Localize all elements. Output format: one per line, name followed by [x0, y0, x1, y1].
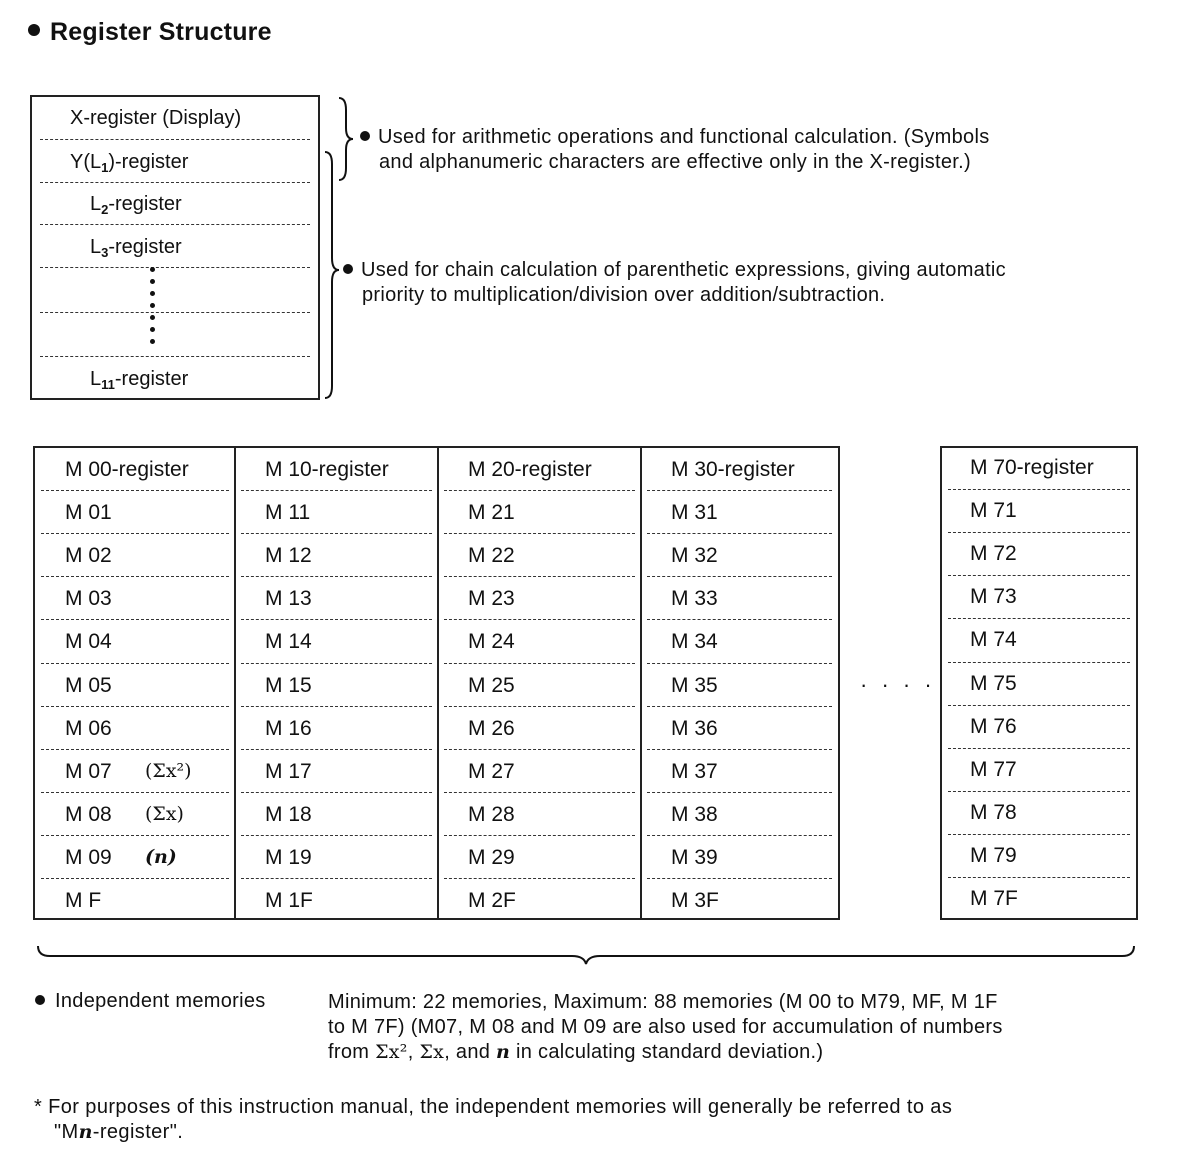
- memory-cell-label: M 75: [970, 671, 1017, 695]
- column-divider: [640, 448, 642, 918]
- memory-cell-label: M 28: [468, 802, 515, 826]
- divider: [241, 533, 432, 534]
- divider: [948, 489, 1130, 490]
- memory-cell-label: M 05: [65, 673, 112, 697]
- divider: [647, 749, 832, 750]
- memory-cell-label: M 25: [468, 673, 515, 697]
- memory-cell-label: M 14: [265, 630, 312, 654]
- divider: [41, 878, 229, 879]
- memory-cell-label: M 19: [265, 845, 312, 869]
- divider: [647, 878, 832, 879]
- sigma-x2: Σx²: [375, 1041, 408, 1063]
- divider: [444, 792, 635, 793]
- memory-cell-label: M 20-register: [468, 458, 592, 481]
- memory-register-grid: [33, 446, 840, 920]
- independent-line1: Minimum: 22 memories, Maximum: 88 memories (M 00 to M79, MF, M 1F: [328, 991, 998, 1013]
- divider: [948, 575, 1130, 576]
- note-arith-line2: and alphanumeric characters are effective only in the X-register.): [379, 151, 971, 173]
- y-suffix: )-register: [108, 151, 189, 173]
- memory-cell-label: M 23: [468, 587, 515, 611]
- divider: [40, 139, 310, 140]
- column-divider: [234, 448, 236, 918]
- memory-cell-label: M 18: [265, 802, 312, 826]
- footnote: [34, 1095, 1154, 1145]
- divider: [41, 533, 229, 534]
- bullet-icon: [360, 131, 370, 141]
- memory-cell-label: M 04: [65, 630, 112, 654]
- divider: [948, 877, 1130, 878]
- divider: [444, 878, 635, 879]
- divider: [444, 490, 635, 491]
- divider: [40, 356, 310, 357]
- memory-column-2: [438, 448, 641, 918]
- divider: [948, 618, 1130, 619]
- memory-cell-label: M 26: [468, 716, 515, 740]
- divider: [948, 532, 1130, 533]
- memory-cell-label: M 11: [265, 501, 311, 525]
- memory-cell-label: M 79: [970, 843, 1017, 867]
- memory-cell-label: M 31: [671, 501, 718, 525]
- divider: [241, 878, 432, 879]
- memory-cell-label: M F: [65, 889, 102, 912]
- memory-cell-label: M 12: [265, 544, 312, 568]
- divider: [647, 490, 832, 491]
- l11-suffix: -register: [114, 368, 189, 390]
- divider: [647, 533, 832, 534]
- divider: [241, 663, 432, 664]
- divider: [444, 749, 635, 750]
- memory-cell-label: M 22: [468, 544, 515, 568]
- divider: [241, 576, 432, 577]
- independent-label-text: Independent memories: [55, 990, 266, 1012]
- brace-chain-icon: [322, 150, 344, 400]
- divider: [647, 576, 832, 577]
- memory-cell-label: M 00-register: [65, 458, 189, 481]
- memory-cell-label: M 78: [970, 800, 1017, 824]
- column-divider: [437, 448, 439, 918]
- divider: [41, 792, 229, 793]
- memory-cell-label: M 72: [970, 542, 1017, 566]
- divider: [647, 706, 832, 707]
- memory-cell-label: M 03: [65, 587, 112, 611]
- note-chain: [343, 258, 1158, 308]
- memory-cell-label: M 06: [65, 716, 112, 740]
- divider: [647, 792, 832, 793]
- divider: [40, 224, 310, 225]
- vertical-ellipsis-icon: [150, 267, 156, 351]
- memory-cell-label: M 09: [65, 845, 112, 869]
- divider: [241, 490, 432, 491]
- memory-cell-label: M 35: [671, 673, 718, 697]
- independent-memories-label: [35, 990, 266, 1013]
- memory-cell-label: M 1F: [265, 889, 313, 912]
- divider: [41, 835, 229, 836]
- divider: [948, 705, 1130, 706]
- divider: [444, 619, 635, 620]
- bullet-icon: [343, 264, 353, 274]
- memory-cell-label: M 74: [970, 628, 1017, 652]
- divider: [241, 749, 432, 750]
- note-arith-line1: Used for arithmetic operations and functional calculation. (Symbols: [378, 126, 990, 148]
- footnote-quote-open: "M: [54, 1121, 79, 1143]
- line3-d: in calculating standard deviation.): [516, 1041, 824, 1063]
- divider: [647, 835, 832, 836]
- l11-prefix: L: [90, 368, 102, 390]
- memory-cell-label: M 32: [671, 544, 718, 568]
- divider: [41, 749, 229, 750]
- independent-memories-description: [328, 990, 1158, 1065]
- memory-cell-label: M 34: [671, 630, 718, 654]
- footnote-n: n: [78, 1121, 93, 1143]
- bullet-icon: [35, 995, 45, 1005]
- divider: [40, 312, 310, 313]
- note-chain-line2: priority to multiplication/division over addition/subtraction.: [362, 284, 886, 306]
- sigma-x: Σx: [419, 1041, 445, 1063]
- divider: [241, 619, 432, 620]
- line3-b: ,: [407, 1041, 414, 1063]
- memory-cell-label: M 27: [468, 759, 515, 783]
- divider: [41, 490, 229, 491]
- footnote-line1: * For purposes of this instruction manual, the independent memories will generally be referred to as: [34, 1096, 953, 1118]
- memory-cell-label: M 3F: [671, 889, 719, 912]
- memory-cell-label: M 01: [65, 501, 112, 525]
- line3-a: from: [328, 1041, 370, 1063]
- memory-cell-label: M 07: [65, 759, 112, 783]
- memory-cell-label: M 21: [468, 501, 515, 525]
- divider: [241, 792, 432, 793]
- l2-sub: 2: [101, 202, 109, 217]
- l11-sub: 11: [101, 377, 115, 392]
- memory-cell-label: M 02: [65, 544, 112, 568]
- independent-line2: to M 7F) (M07, M 08 and M 09 are also used for accumulation of numbers: [328, 1016, 1003, 1038]
- footnote-line2: [34, 1120, 1154, 1145]
- divider: [241, 835, 432, 836]
- divider: [444, 663, 635, 664]
- memory-column-0: [35, 448, 235, 918]
- memory-cell-label: M 37: [671, 759, 718, 783]
- memory-cell-label: M 7F: [970, 887, 1018, 910]
- memory-cell-label: M 71: [970, 499, 1017, 523]
- bullet-icon: [28, 24, 40, 36]
- divider: [948, 834, 1130, 835]
- l2-suffix: -register: [108, 193, 182, 215]
- note-arith: [360, 125, 1160, 175]
- divider: [444, 835, 635, 836]
- memory-cell-label: M 10-register: [265, 458, 389, 481]
- divider: [444, 706, 635, 707]
- n-symbol: n: [496, 1041, 511, 1063]
- memory-cell-label: M 73: [970, 585, 1017, 609]
- divider: [948, 662, 1130, 663]
- memory-cell-label: M 30-register: [671, 458, 795, 481]
- memory-cell-label: M 13: [265, 587, 312, 611]
- divider: [40, 267, 310, 268]
- memory-cell-label: M 39: [671, 845, 718, 869]
- register-stack: [30, 95, 320, 400]
- divider: [241, 706, 432, 707]
- memory-cell-label: M 76: [970, 714, 1017, 738]
- x-register-label: X-register (Display): [70, 107, 242, 129]
- memory-cell-label: M 24: [468, 630, 515, 654]
- stat-annotation-m08: (Σx): [145, 802, 184, 825]
- memory-column-1: [235, 448, 438, 918]
- memory-register-m7-column: [940, 446, 1138, 920]
- memory-cell-label: M 36: [671, 716, 718, 740]
- divider: [40, 182, 310, 183]
- note-chain-line1: Used for chain calculation of parenthetic expressions, giving automatic: [361, 259, 1006, 281]
- bottom-brace-icon: [36, 944, 1136, 968]
- l3-sub: 3: [101, 245, 109, 260]
- divider: [948, 791, 1130, 792]
- divider: [41, 576, 229, 577]
- footnote-quote-close: -register".: [92, 1121, 184, 1143]
- memory-cell-label: M 70-register: [970, 456, 1094, 479]
- memory-cell-label: M 77: [970, 757, 1017, 781]
- l2-prefix: L: [90, 193, 102, 215]
- horizontal-ellipsis: · · · ·: [860, 672, 936, 697]
- divider: [444, 576, 635, 577]
- memory-cell-label: M 2F: [468, 889, 516, 912]
- memory-cell-label: M 15: [265, 673, 312, 697]
- l3-prefix: L: [90, 236, 102, 258]
- divider: [647, 619, 832, 620]
- divider: [41, 706, 229, 707]
- l3-suffix: -register: [108, 236, 182, 258]
- memory-cell-label: M 08: [65, 802, 112, 826]
- divider: [444, 533, 635, 534]
- divider: [41, 619, 229, 620]
- memory-column-3: [641, 448, 838, 918]
- stat-annotation-m07: (Σx²): [145, 759, 192, 782]
- divider: [41, 663, 229, 664]
- y-register-label: [70, 151, 356, 175]
- y-prefix: Y(L: [70, 151, 102, 173]
- memory-cell-label: M 16: [265, 716, 312, 740]
- title-text: Register Structure: [50, 18, 272, 46]
- stat-annotation-m09: (n): [145, 845, 177, 868]
- page-title: [28, 18, 272, 47]
- memory-cell-label: M 29: [468, 845, 515, 869]
- line3-c: , and: [444, 1041, 491, 1063]
- y-sub: 1: [101, 160, 109, 175]
- divider: [948, 748, 1130, 749]
- memory-cell-label: M 38: [671, 802, 718, 826]
- memory-cell-label: M 33: [671, 587, 718, 611]
- memory-cell-label: M 17: [265, 759, 312, 783]
- independent-line3: [328, 1040, 1158, 1065]
- divider: [647, 663, 832, 664]
